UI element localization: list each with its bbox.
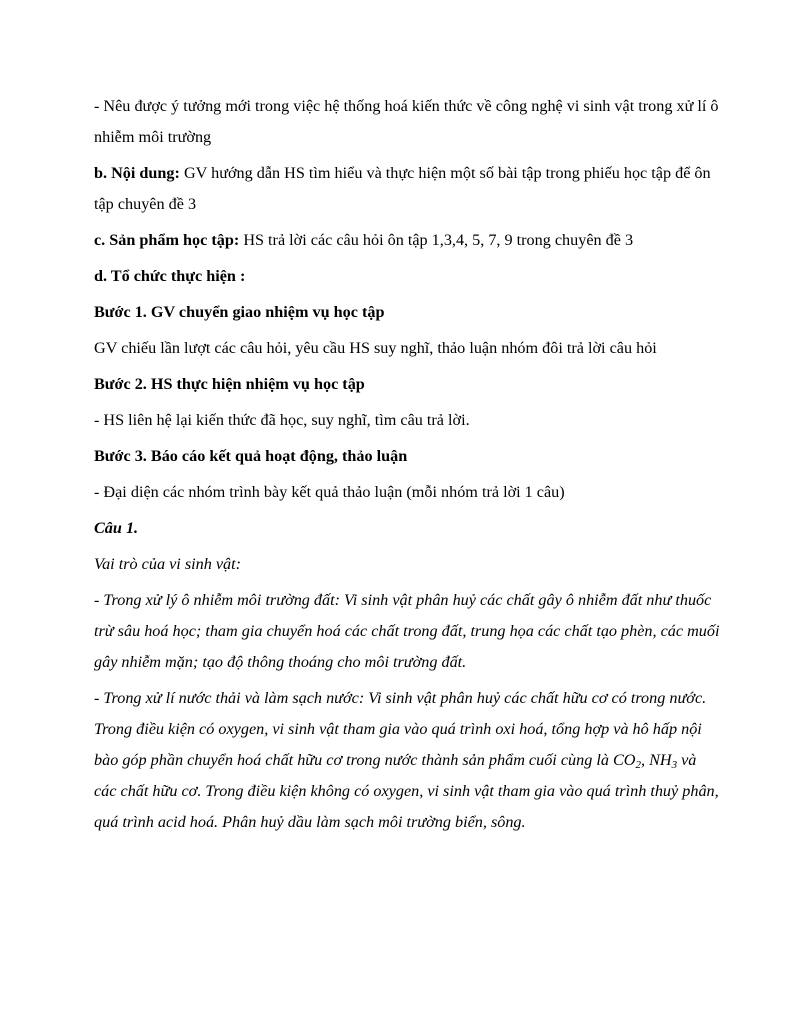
nh3-subscript: 3 (671, 759, 678, 771)
water-treatment-paragraph (94, 683, 720, 838)
step1-heading: Bước 1. GV chuyển giao nhiệm vụ học tập (94, 303, 385, 321)
step1-text: GV chiếu lần lượt các câu hỏi, yêu cầu HS suy nghĩ, thảo luận nhóm đôi trả lời câu hỏi (94, 339, 657, 357)
step3-heading: Bước 3. Báo cáo kết quả hoạt động, thảo luận (94, 447, 408, 465)
soil-treatment-paragraph: - Trong xử lý ô nhiễm môi trường đất: Vi sinh vật phân huỷ các chất gây ô nhiễm đất như thuốc trừ sâu hoá học; tham gia chuyển hoá các chất trong đất, trung họa các chất tạo phèn, các muối gây nhiễm mặn; tạo độ thông thoáng cho môi trường đất. (94, 591, 720, 671)
content-text: GV hướng dẫn HS tìm hiểu và thực hiện một số bài tập trong phiếu học tập để ôn tập chuyên đề 3 (94, 164, 711, 213)
product-label: c. Sản phẩm học tập: (94, 231, 240, 249)
product-text: HS trả lời các câu hỏi ôn tập 1,3,4, 5, 7, 9 trong chuyên đề 3 (239, 231, 634, 249)
role-heading: Vai trò của vi sinh vật: (94, 555, 242, 573)
content-label: b. Nội dung: (94, 164, 180, 182)
co2-subscript: 2 (635, 759, 641, 771)
page-content (94, 91, 720, 843)
question1-label: Câu 1. (94, 519, 139, 537)
organization-heading: d. Tổ chức thực hiện : (94, 267, 246, 285)
step2-heading: Bước 2. HS thực hiện nhiệm vụ học tập (94, 375, 365, 393)
water-text-part1: - Trong xử lí nước thải và làm sạch nước: Vi sinh vật phân huỷ các chất hữu cơ có trong nước. Trong điều kiện có oxygen, vi sinh vật tham gia vào quá trình oxi hoá, tổng hợp và hô hấp nội bào góp phần chuyển hoá chất hữu cơ trong nước thành sản phẩm cuối cùng là CO (94, 689, 707, 769)
step2-text: - HS liên hệ lại kiến thức đã học, suy nghĩ, tìm câu trả lời. (94, 411, 470, 429)
content-paragraph (94, 158, 720, 220)
water-text-part3: và các chất hữu cơ. Trong điều kiện không có oxygen, vi sinh vật tham gia vào quá trình thuỷ phân, quá trình acid hoá. Phân huỷ dầu làm sạch môi trường biển, sông. (94, 751, 719, 831)
product-paragraph (94, 225, 720, 256)
step3-text: - Đại diện các nhóm trình bày kết quả thảo luận (mỗi nhóm trả lời 1 câu) (94, 483, 565, 501)
water-text-part2: , NH (640, 751, 672, 769)
intro-paragraph: - Nêu được ý tưởng mới trong việc hệ thống hoá kiến thức về công nghệ vi sinh vật trong xử lí ô nhiễm môi trường (94, 97, 719, 146)
